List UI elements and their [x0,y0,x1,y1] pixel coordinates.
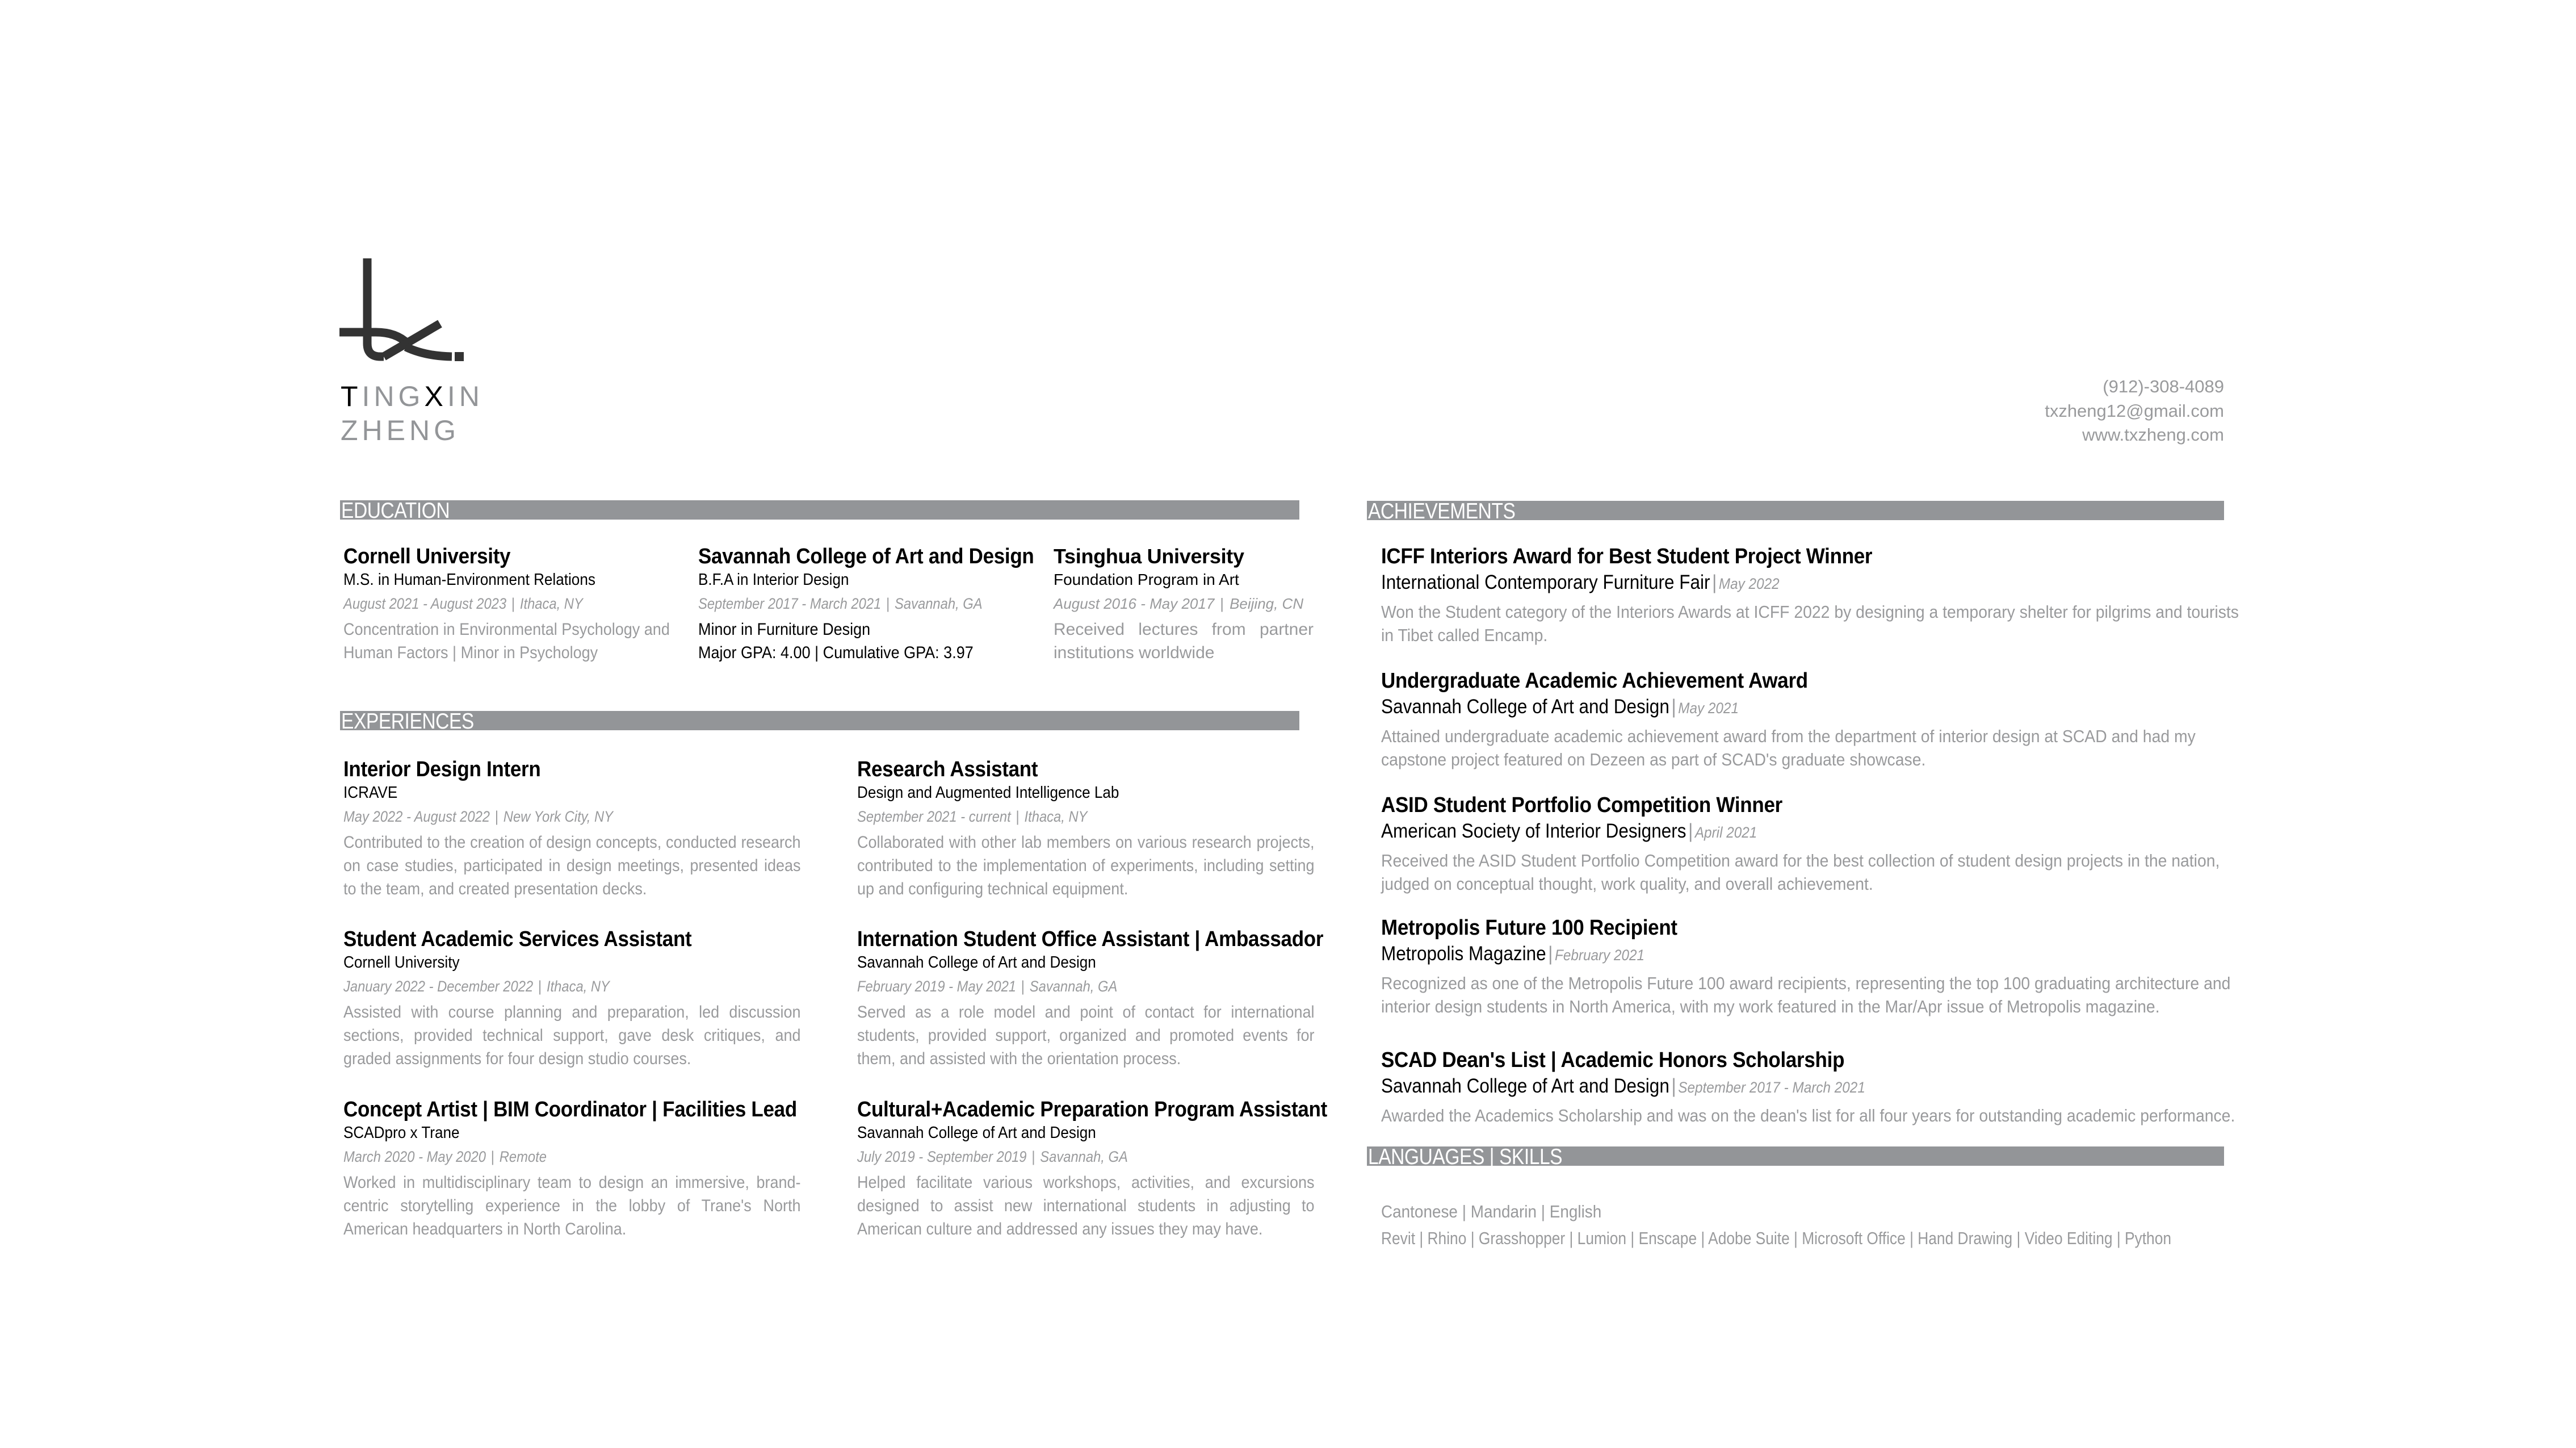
achievement-item [1381,915,2231,1019]
degree: M.S. in Human-Environment Relations [343,571,595,589]
award-org: Savannah College of Art and Design | May 2021 [1381,696,1739,718]
award-description: Won the Student category of the Interiors Awards at ICFF 2022 by designing a temporary shelter for pilgrims and tourists in Tibet called Encamp. [1381,602,2239,645]
award-org: Savannah College of Art and Design | September 2017 - March 2021 [1381,1075,1865,1097]
award-title: ASID Student Portfolio Competition Winner [1381,793,1782,817]
date-location: July 2019 - September 2019 | Savannah, GA [857,1148,1128,1165]
job-title: Interior Design Intern [343,758,541,781]
achievement-item [1381,1048,2235,1128]
achievements-section-bar [1367,499,2224,524]
date-location: September 2021 - current | Ithaca, NY [857,808,1088,825]
award-title: SCAD Dean's List | Academic Honors Scholarship [1381,1048,1845,1072]
job-title: Research Assistant [857,758,1038,781]
organization: Cornell University [343,953,460,972]
education-item-cornell [343,544,684,664]
organization: Design and Augmented Intelligence Lab [857,784,1119,802]
award-title: Metropolis Future 100 Recipient [1381,916,1677,940]
date-location: March 2020 - May 2020 | Remote [343,1148,547,1165]
tx-monogram-icon [339,258,476,366]
logo [339,258,476,366]
award-org: American Society of Interior Designers | April 2021 [1381,820,1757,842]
job-title: Cultural+Academic Preparation Program Assistant [857,1098,1327,1121]
school-name: Savannah College of Art and Design [698,545,1034,568]
logo-name-line2: ZHENG [341,415,460,446]
website-link[interactable]: www.txzheng.com [2082,425,2224,445]
job-description: Collaborated with other lab members on various research projects, contributed to the implementation of experiments, including setting up and configuring technical equipment. [857,833,1315,898]
languages-skills-heading: LANGUAGES | SKILLS [1368,1145,1563,1169]
job-title: Concept Artist | BIM Coordinator | Facilities Lead [343,1098,797,1121]
education-item-scad [698,544,1050,664]
experience-item [343,927,800,1070]
job-description: Worked in multidisciplinary team to design an immersive, brand-centric storytelling experience in the lobby of Trane's North American headquarters in North Carolina. [343,1173,801,1238]
job-title: Internation Student Office Assistant | Ambassador [857,927,1324,951]
date-location: September 2017 - March 2021 | Savannah, GA [698,595,983,612]
experience-item [857,1097,1327,1241]
job-description: Served as a role model and point of contact for international students, provided support, organized and promoted events for them, and assisted with the orientation process. [857,1003,1315,1068]
award-description: Recognized as one of the Metropolis Future 100 award recipients, representing the top 100 graduating architecture and interior design students in North America, with my work featured in the Mar/Apr issue of Metropolis magazine. [1381,974,2231,1016]
award-org: International Contemporary Furniture Fair | May 2022 [1381,571,1780,593]
experience-item [343,1097,800,1241]
organization: SCADpro x Trane [343,1124,460,1142]
date-location: August 2016 - May 2017 | Beijing, CN [1054,595,1304,612]
education-detail: Concentration in Environmental Psychology and Human Factors | Minor in Psychology [343,620,670,662]
achievement-item [1381,668,2224,772]
award-title: ICFF Interiors Award for Best Student Project Winner [1381,545,1873,568]
education-detail: Received lectures from partner institutions worldwide [1054,620,1314,662]
languages-list: Cantonese | Mandarin | English [1381,1202,1602,1221]
organization: ICRAVE [343,784,398,802]
skills-list: Revit | Rhino | Grasshopper | Lumion | Enscape | Adobe Suite | Microsoft Office | Hand Drawing | Video Editing | Python [1381,1228,2172,1248]
education-heading: EDUCATION [341,499,450,523]
phone-number[interactable]: (912)-308-4089 [2103,376,2224,396]
job-title: Student Academic Services Assistant [343,927,692,951]
experience-item [343,757,800,901]
organization: Savannah College of Art and Design [857,1124,1096,1142]
email-link[interactable]: txzheng12@gmail.com [2045,400,2224,421]
date-location: February 2019 - May 2021 | Savannah, GA [857,978,1118,995]
award-org: Metropolis Magazine | February 2021 [1381,943,1645,965]
award-description: Awarded the Academics Scholarship and was on the dean's list for all four years for outstanding academic performance. [1381,1106,2235,1125]
award-description: Attained undergraduate academic achievement award from the department of interior design at SCAD and had my capstone project featured on Dezeen as part of SCAD's graduate showcase. [1381,727,2196,769]
logo-name-line1: TINGXIN [341,380,484,412]
contact-block [2045,375,2224,447]
achievements-heading: ACHIEVEMENTS [1368,499,1516,524]
experience-item [857,927,1324,1070]
award-description: Received the ASID Student Portfolio Competition award for the best collection of student design projects in the nation, judged on conceptual thought, work quality, and overall achievement. [1381,851,2220,894]
achievement-item [1381,544,2239,647]
date-location: January 2022 - December 2022 | Ithaca, NY [343,978,610,995]
experience-item [857,757,1314,901]
job-description: Helped facilitate various workshops, activities, and excursions designed to assist new international students in adjusting to American culture and addressed any issues they may have. [857,1173,1315,1238]
award-title: Undergraduate Academic Achievement Award [1381,669,1808,693]
degree: Foundation Program in Art [1054,571,1239,588]
education-section-bar [340,499,1299,523]
education-item-tsinghua [1054,544,1314,664]
degree: B.F.A in Interior Design [698,571,849,589]
job-description: Assisted with course planning and preparation, led discussion sections, provided technical support, gave desk critiques, and graded assignments for four design studio courses. [343,1003,801,1068]
experiences-section-bar [340,709,1299,734]
languages-skills-section-bar [1367,1145,2224,1169]
achievement-item [1381,793,2224,896]
experiences-heading: EXPERIENCES [341,709,474,734]
job-description: Contributed to the creation of design concepts, conducted research on case studies, participated in design meetings, presented ideas to the team, and created presentation decks. [343,833,801,898]
school-name: Tsinghua University [1054,545,1244,568]
date-location: August 2021 - August 2023 | Ithaca, NY [343,595,583,612]
organization: Savannah College of Art and Design [857,953,1096,972]
education-detail: Minor in Furniture Design Major GPA: 4.00 | Cumulative GPA: 3.97 [698,620,974,662]
school-name: Cornell University [343,545,511,568]
date-location: May 2022 - August 2022 | New York City, NY [343,808,614,825]
